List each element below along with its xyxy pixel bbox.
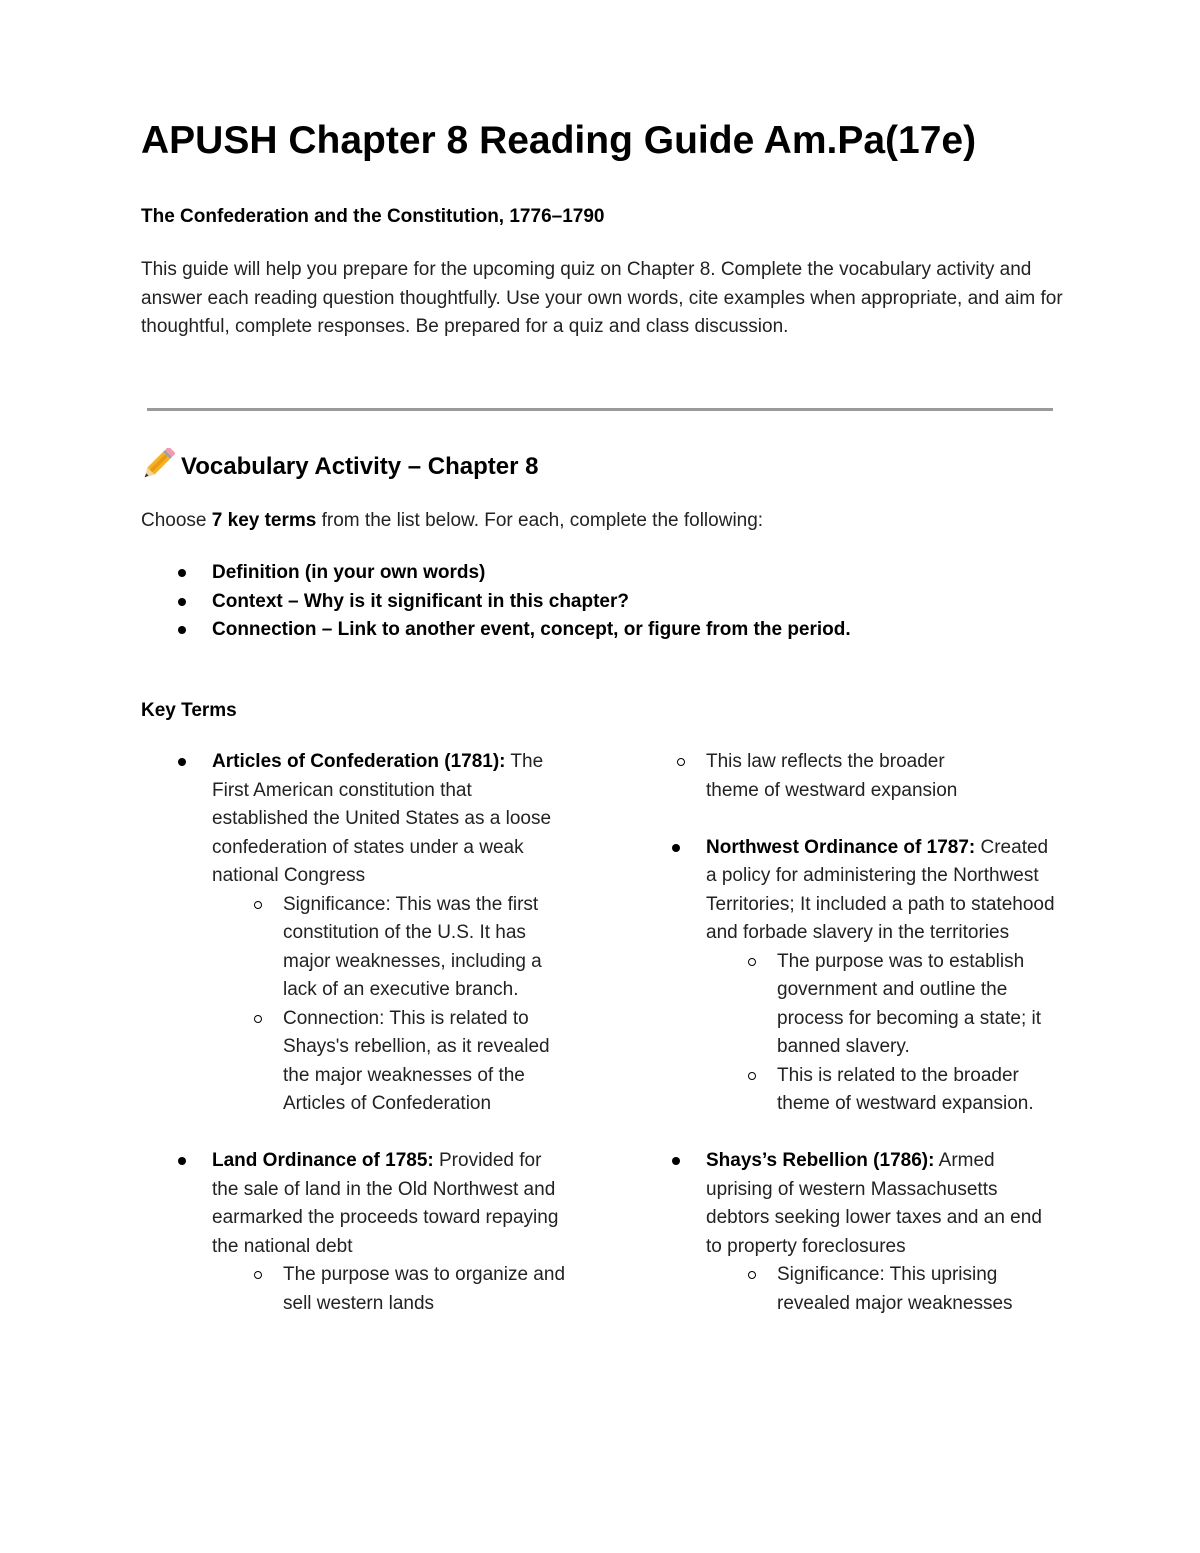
subitem-text: The purpose was to organize and sell western lands — [283, 1264, 566, 1314]
key-term-item — [635, 834, 1075, 1119]
key-term-text — [706, 1147, 1056, 1261]
key-term-sublist — [706, 948, 1075, 1119]
key-term-text — [706, 834, 1056, 948]
key-term-definition: Armed uprising of western Massachusetts debtors seeking lower taxes and an end to property foreclosures — [706, 1150, 1042, 1257]
vocabulary-heading-text: Vocabulary Activity – Chapter 8 — [181, 453, 539, 480]
criteria-item — [141, 559, 851, 588]
circle-bullet-icon — [748, 1072, 756, 1080]
key-term-name: Shays’s Rebellion (1786): — [706, 1150, 935, 1171]
key-term-name: Northwest Ordinance of 1787: — [706, 836, 976, 858]
key-term-sublist — [212, 891, 581, 1119]
bullet-icon — [672, 1157, 680, 1165]
vocabulary-heading — [141, 448, 538, 485]
key-term-name: Land Ordinance of 1785: — [212, 1150, 434, 1171]
subitem-text: The purpose was to establish government and outline the process for becoming a state; it banned slavery. — [777, 950, 1042, 1057]
key-term-sublist — [212, 1261, 581, 1318]
criteria-item — [141, 616, 851, 645]
circle-bullet-icon — [254, 1015, 262, 1023]
subitem-text: Significance: This was the first constitution of the U.S. It has major weaknesses, including a lack of an executive branch. — [283, 893, 542, 1000]
key-term-subitem — [212, 891, 581, 1005]
subitem-text: This law reflects the broader theme of westward expansion — [706, 751, 958, 801]
key-term-subitem — [706, 1261, 1075, 1318]
horizontal-divider — [147, 408, 1053, 411]
key-term-subitem — [635, 748, 1075, 805]
key-term-sublist — [706, 1261, 1075, 1318]
bullet-icon — [178, 1157, 186, 1165]
key-term-item — [141, 1147, 581, 1318]
key-term-definition: The First American constitution that established the United States as a loose confederation of states under a weak national Congress — [212, 751, 552, 886]
criteria-text: Context – Why is it significant in this chapter? — [212, 590, 629, 612]
document-title: APUSH Chapter 8 Reading Guide Am.Pa(17e) — [141, 119, 977, 162]
choose-text-after: from the list below. For each, complete the following: — [316, 510, 764, 531]
bullet-icon — [178, 569, 186, 577]
key-term-text — [212, 1147, 562, 1261]
key-term-item — [635, 1147, 1075, 1318]
key-terms-left-column — [141, 748, 581, 1347]
key-terms-right-column — [635, 748, 1075, 1347]
key-term-subitem — [706, 1062, 1075, 1119]
key-term-subitem — [212, 1261, 581, 1318]
key-terms-right-list — [635, 834, 1075, 1319]
choose-text-bold: 7 key terms — [211, 510, 317, 531]
key-terms-heading: Key Terms — [141, 700, 237, 721]
bullet-icon — [672, 844, 680, 852]
chapter-subtitle: The Confederation and the Constitution, 1776–1790 — [141, 206, 605, 227]
choose-text-before: Choose — [141, 510, 212, 531]
criteria-text: Connection – Link to another event, concept, or figure from the period. — [212, 619, 851, 640]
key-term-subitem — [706, 948, 1075, 1062]
criteria-item — [141, 588, 851, 617]
bullet-icon — [178, 598, 186, 606]
pencil-icon — [141, 448, 175, 480]
circle-bullet-icon — [748, 958, 756, 966]
intro-paragraph: This guide will help you prepare for the upcoming quiz on Chapter 8. Complete the vocabulary activity and answer each reading question thoughtfully. Use your own words, cite examples when appropriate, and aim for thoughtful, complete responses. Be prepared for a quiz and class discussion. — [141, 259, 1063, 338]
key-term-item — [141, 748, 581, 1119]
key-term-text — [212, 748, 562, 891]
circle-bullet-icon — [254, 1271, 262, 1279]
key-term-name: Articles of Confederation (1781): — [212, 751, 506, 772]
continued-sublist — [635, 748, 1075, 805]
circle-bullet-icon — [748, 1271, 756, 1279]
circle-bullet-icon — [254, 901, 262, 909]
subitem-text: This is related to the broader theme of westward expansion. — [777, 1064, 1034, 1114]
criteria-text: Definition (in your own words) — [212, 562, 486, 583]
criteria-list — [141, 559, 851, 645]
key-term-definition: Provided for the sale of land in the Old Northwest and earmarked the proceeds toward repaying the national debt — [212, 1150, 559, 1257]
key-term-definition: Created a policy for administering the Northwest Territories; It included a path to statehood and forbade slavery in the territories — [706, 836, 1055, 943]
choose-instructions — [141, 507, 763, 535]
bullet-icon — [178, 758, 186, 766]
subitem-text: Significance: This uprising revealed major weaknesses — [777, 1264, 1013, 1314]
subitem-text: Connection: This is related to Shays's rebellion, as it revealed the major weaknesses of the Articles of Confederation — [283, 1007, 550, 1114]
circle-bullet-icon — [677, 758, 685, 766]
key-term-subitem — [212, 1005, 581, 1119]
bullet-icon — [178, 626, 186, 634]
